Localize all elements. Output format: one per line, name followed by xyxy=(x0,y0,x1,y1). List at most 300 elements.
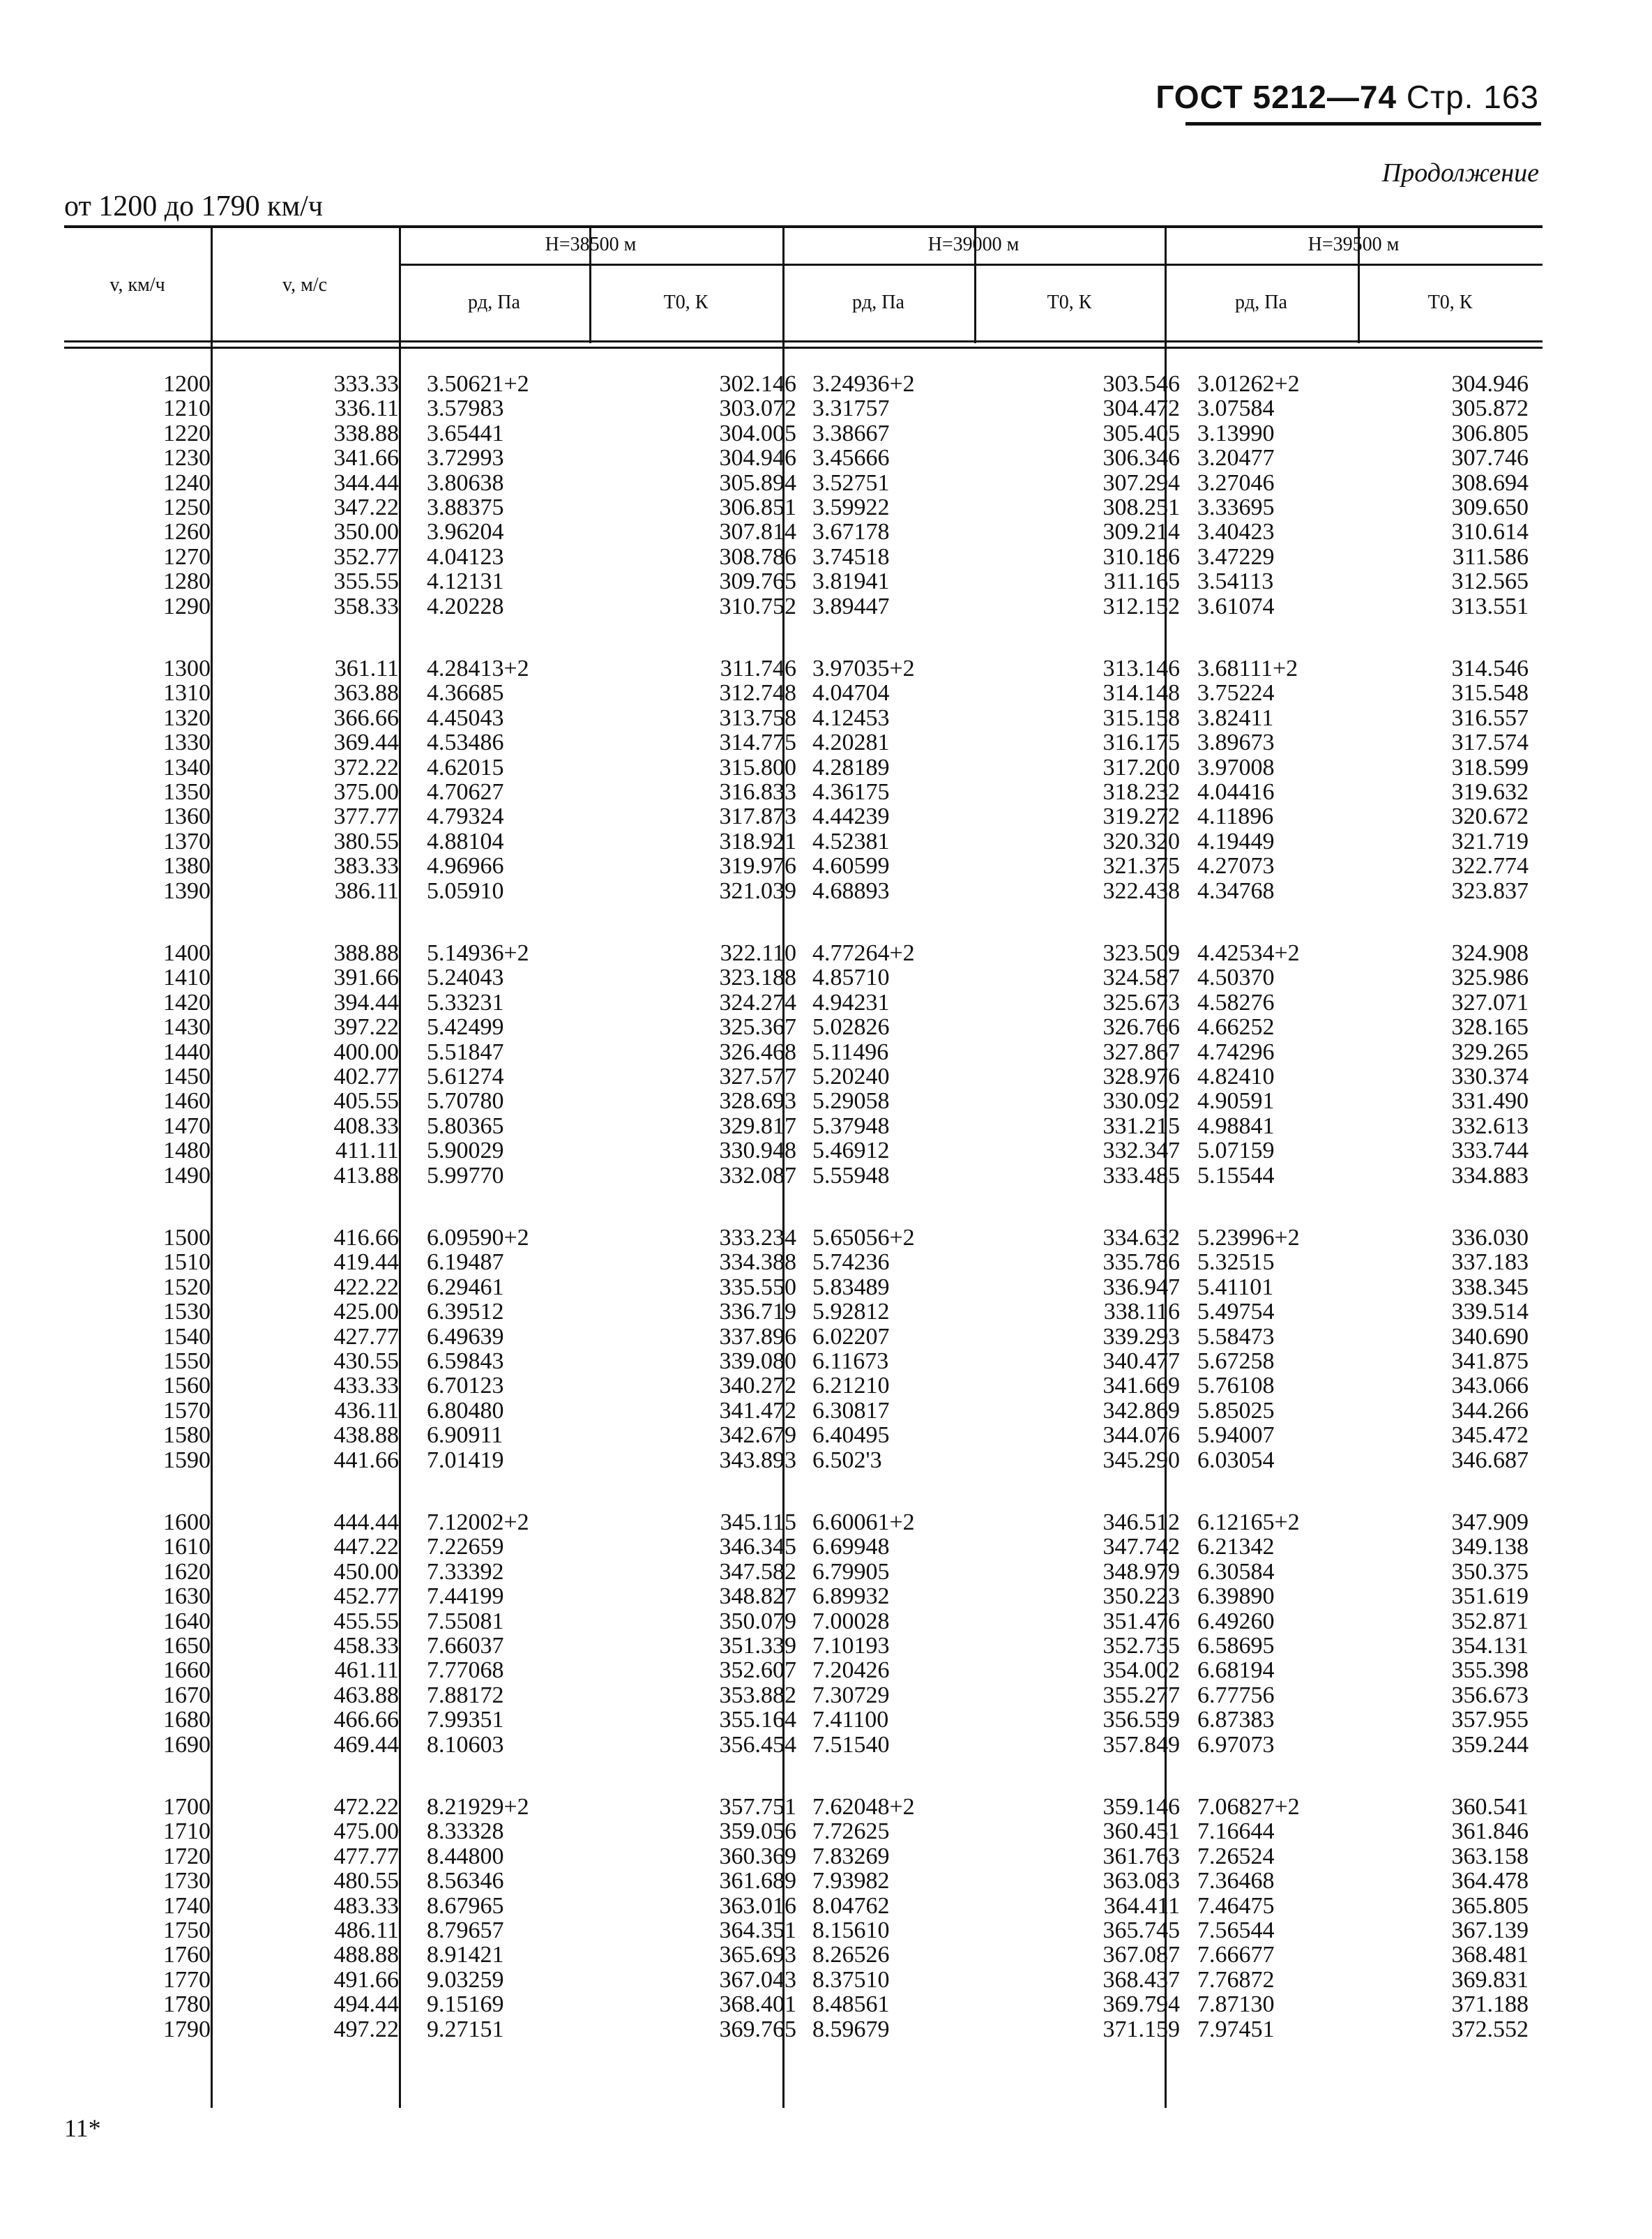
pressure-3-cell: 7.66677 xyxy=(1197,1942,1275,1968)
pressure-2-cell: 4.12453 xyxy=(812,704,890,731)
speed-kmh-cell: 1460 xyxy=(163,1088,211,1115)
temperature-3-cell: 329.265 xyxy=(1451,1039,1529,1065)
temperature-1-cell: 364.351 xyxy=(719,1917,796,1943)
speed-kmh-cell: 1500 xyxy=(163,1225,211,1251)
table-row xyxy=(64,706,1543,730)
speed-ms-cell: 372.22 xyxy=(333,754,399,781)
altitude-rule xyxy=(399,264,785,266)
temperature-2-cell: 320.320 xyxy=(1102,828,1180,854)
speed-ms-cell: 375.00 xyxy=(333,779,399,805)
speed-ms-cell: 344.44 xyxy=(333,469,399,496)
speed-kmh-cell: 1670 xyxy=(163,1682,211,1708)
speed-kmh-cell: 1290 xyxy=(163,593,211,619)
speed-ms-cell: 405.55 xyxy=(333,1088,399,1115)
pressure-1-cell: 7.66037 xyxy=(427,1633,504,1659)
temperature-3-cell: 332.613 xyxy=(1451,1113,1529,1139)
speed-kmh-cell: 1770 xyxy=(163,1966,211,1993)
pressure-2-cell: 3.45666 xyxy=(812,445,890,472)
table-row xyxy=(64,1609,1543,1634)
pressure-1-cell: 3.80638 xyxy=(427,469,504,496)
pressure-2-cell: 8.26526 xyxy=(812,1942,890,1968)
table-row xyxy=(64,1325,1543,1349)
pressure-1-cell: 4.28413+2 xyxy=(427,656,529,681)
temperature-1-cell: 332.087 xyxy=(719,1162,796,1189)
pressure-2-cell: 5.46912 xyxy=(812,1138,890,1164)
speed-kmh-cell: 1480 xyxy=(163,1138,211,1164)
temperature-1-cell: 325.367 xyxy=(719,1014,796,1041)
table-row xyxy=(64,941,1543,965)
range-caption: от 1200 до 1790 км/ч xyxy=(64,190,323,223)
pressure-3-cell: 3.68111+2 xyxy=(1197,656,1298,681)
speed-kmh-cell: 1710 xyxy=(163,1818,211,1845)
temperature-3-cell: 321.719 xyxy=(1451,828,1529,854)
pressure-3-cell: 4.50370 xyxy=(1197,965,1275,991)
temperature-2-cell: 316.175 xyxy=(1102,730,1180,756)
speed-kmh-cell: 1760 xyxy=(163,1942,211,1968)
pressure-1-cell: 3.72993 xyxy=(427,445,504,472)
table-row xyxy=(64,1968,1543,1992)
temperature-3-cell: 359.244 xyxy=(1451,1731,1529,1758)
pressure-2-cell: 4.20281 xyxy=(812,730,890,756)
table-row xyxy=(64,1299,1543,1324)
temperature-3-cell: 311.586 xyxy=(1452,543,1529,570)
speed-kmh-cell: 1750 xyxy=(163,1917,211,1943)
table-row xyxy=(64,1869,1543,1893)
speed-kmh-cell: 1470 xyxy=(163,1113,211,1139)
page-number: Стр. 163 xyxy=(1406,79,1539,115)
pressure-2-cell: 4.44239 xyxy=(812,804,890,830)
pressure-1-cell: 4.62015 xyxy=(427,754,504,781)
temperature-1-cell: 341.472 xyxy=(719,1397,796,1424)
temperature-2-cell: 333.485 xyxy=(1102,1162,1180,1189)
pressure-1-cell: 8.10603 xyxy=(427,1731,504,1758)
table-row xyxy=(64,520,1543,544)
pressure-2-cell: 7.72625 xyxy=(812,1818,890,1845)
speed-ms-cell: 441.66 xyxy=(333,1447,399,1473)
table-row xyxy=(64,594,1543,619)
table-row xyxy=(64,1399,1543,1423)
pressure-2-cell: 6.502'3 xyxy=(812,1447,882,1473)
speed-kmh-cell: 1700 xyxy=(163,1794,211,1820)
pressure-1-cell: 4.88104 xyxy=(427,828,504,854)
pressure-3-cell: 6.30584 xyxy=(1197,1558,1275,1585)
speed-ms-cell: 497.22 xyxy=(333,2016,399,2042)
table-row xyxy=(64,1089,1543,1113)
table-row xyxy=(64,1275,1543,1299)
speed-ms-cell: 427.77 xyxy=(333,1323,399,1350)
pressure-2-cell: 6.21210 xyxy=(812,1373,890,1399)
speed-kmh-cell: 1540 xyxy=(163,1323,211,1350)
pressure-2-cell: 4.36175 xyxy=(812,779,890,805)
temperature-2-cell: 334.632 xyxy=(1102,1225,1180,1251)
pressure-1-cell: 7.77068 xyxy=(427,1657,504,1684)
speed-kmh-cell: 1300 xyxy=(163,656,211,681)
temperature-2-cell: 324.587 xyxy=(1102,965,1180,991)
temperature-3-cell: 356.673 xyxy=(1451,1682,1529,1708)
table-row xyxy=(64,879,1543,903)
temperature-3-cell: 345.472 xyxy=(1451,1422,1529,1449)
page-header xyxy=(1155,78,1539,116)
pressure-1-cell: 9.27151 xyxy=(427,2016,504,2042)
pressure-1-cell: 6.80480 xyxy=(427,1397,504,1424)
speed-ms-cell: 402.77 xyxy=(333,1064,399,1090)
pressure-1-cell: 7.12002+2 xyxy=(427,1509,529,1535)
speed-ms-cell: 472.22 xyxy=(333,1794,399,1820)
temperature-1-cell: 346.345 xyxy=(719,1534,796,1560)
temperature-2-cell: 357.849 xyxy=(1102,1731,1180,1758)
temperature-1-cell: 314.775 xyxy=(719,730,796,756)
header-altitude-3: H=39500 м xyxy=(1308,234,1400,255)
pressure-3-cell: 3.40423 xyxy=(1197,519,1275,545)
temperature-2-cell: 335.786 xyxy=(1102,1249,1180,1276)
speed-kmh-cell: 1340 xyxy=(163,754,211,781)
temperature-1-cell: 340.272 xyxy=(719,1373,796,1399)
speed-kmh-cell: 1490 xyxy=(163,1162,211,1189)
temperature-3-cell: 318.599 xyxy=(1451,754,1529,781)
speed-kmh-cell: 1450 xyxy=(163,1064,211,1090)
table-row xyxy=(64,569,1543,594)
temperature-2-cell: 339.293 xyxy=(1102,1323,1180,1350)
temperature-2-cell: 315.158 xyxy=(1102,704,1180,731)
speed-ms-cell: 463.88 xyxy=(333,1682,399,1708)
speed-ms-cell: 475.00 xyxy=(333,1818,399,1845)
temperature-1-cell: 328.693 xyxy=(719,1088,796,1115)
temperature-3-cell: 355.398 xyxy=(1451,1657,1529,1684)
temperature-2-cell: 341.669 xyxy=(1102,1373,1180,1399)
pressure-2-cell: 5.65056+2 xyxy=(812,1225,915,1251)
temperature-3-cell: 313.551 xyxy=(1451,593,1529,619)
table-row xyxy=(64,1114,1543,1138)
pressure-1-cell: 5.14936+2 xyxy=(427,940,529,966)
temperature-3-cell: 309.650 xyxy=(1451,495,1529,520)
pressure-1-cell: 3.96204 xyxy=(427,519,504,545)
pressure-2-cell: 7.83269 xyxy=(812,1843,890,1869)
header-pressure-1: pд, Па xyxy=(468,292,520,313)
pressure-3-cell: 3.75224 xyxy=(1197,680,1275,707)
speed-ms-cell: 444.44 xyxy=(333,1509,399,1535)
pressure-3-cell: 7.16644 xyxy=(1197,1818,1275,1845)
speed-kmh-cell: 1610 xyxy=(163,1534,211,1560)
pressure-1-cell: 6.90911 xyxy=(427,1422,503,1449)
temperature-1-cell: 318.921 xyxy=(719,828,796,854)
pressure-3-cell: 5.23996+2 xyxy=(1197,1225,1300,1251)
pressure-2-cell: 8.48561 xyxy=(812,1991,890,2018)
speed-ms-cell: 408.33 xyxy=(333,1113,399,1139)
pressure-1-cell: 8.67965 xyxy=(427,1892,504,1919)
pressure-2-cell: 3.59922 xyxy=(812,495,890,520)
speed-kmh-cell: 1680 xyxy=(163,1707,211,1733)
temperature-1-cell: 342.679 xyxy=(719,1422,796,1449)
pressure-1-cell: 8.33328 xyxy=(427,1818,504,1845)
temperature-3-cell: 304.946 xyxy=(1451,371,1529,397)
table-row xyxy=(64,1795,1543,1819)
temperature-2-cell: 369.794 xyxy=(1102,1991,1180,2018)
temperature-2-cell: 326.766 xyxy=(1102,1014,1180,1041)
pressure-1-cell: 7.44199 xyxy=(427,1583,504,1610)
pressure-2-cell: 5.83489 xyxy=(812,1274,890,1300)
pressure-2-cell: 5.37948 xyxy=(812,1113,890,1139)
speed-kmh-cell: 1270 xyxy=(163,543,211,570)
temperature-1-cell: 369.765 xyxy=(719,2016,796,2042)
speed-ms-cell: 491.66 xyxy=(333,1966,399,1993)
temperature-2-cell: 310.186 xyxy=(1102,543,1180,570)
table-row xyxy=(64,1992,1543,2016)
temperature-3-cell: 340.690 xyxy=(1451,1323,1529,1350)
speed-ms-cell: 350.00 xyxy=(333,519,399,545)
temperature-2-cell: 314.148 xyxy=(1102,680,1180,707)
pressure-3-cell: 5.15544 xyxy=(1197,1162,1275,1189)
speed-kmh-cell: 1580 xyxy=(163,1422,211,1449)
temperature-3-cell: 344.266 xyxy=(1451,1397,1529,1424)
pressure-1-cell: 5.99770 xyxy=(427,1162,504,1189)
speed-kmh-cell: 1310 xyxy=(163,680,211,707)
speed-ms-cell: 388.88 xyxy=(333,940,399,966)
pressure-3-cell: 7.97451 xyxy=(1197,2016,1275,2042)
pressure-1-cell: 4.04123 xyxy=(427,543,504,570)
temperature-1-cell: 356.454 xyxy=(719,1731,796,1758)
temperature-3-cell: 333.744 xyxy=(1451,1138,1529,1164)
pressure-2-cell: 8.59679 xyxy=(812,2016,890,2042)
pressure-3-cell: 6.87383 xyxy=(1197,1707,1275,1733)
pressure-1-cell: 5.80365 xyxy=(427,1113,504,1139)
temperature-3-cell: 336.030 xyxy=(1451,1225,1529,1251)
temperature-1-cell: 307.814 xyxy=(719,519,796,545)
pressure-3-cell: 6.58695 xyxy=(1197,1633,1275,1659)
temperature-2-cell: 351.476 xyxy=(1102,1608,1180,1634)
speed-ms-cell: 361.11 xyxy=(334,656,399,681)
pressure-2-cell: 4.68893 xyxy=(812,877,890,904)
temperature-2-cell: 323.509 xyxy=(1102,940,1180,966)
pressure-3-cell: 4.19449 xyxy=(1197,828,1275,854)
temperature-1-cell: 311.746 xyxy=(720,656,796,681)
pressure-1-cell: 3.65441 xyxy=(427,420,504,446)
temperature-1-cell: 310.752 xyxy=(719,593,796,619)
pressure-2-cell: 6.02207 xyxy=(812,1323,890,1350)
pressure-2-cell: 7.41100 xyxy=(812,1707,889,1733)
temperature-3-cell: 369.831 xyxy=(1451,1966,1529,1993)
temperature-2-cell: 363.083 xyxy=(1102,1868,1180,1894)
temperature-1-cell: 306.851 xyxy=(719,495,796,520)
speed-ms-cell: 436.11 xyxy=(334,1397,399,1424)
pressure-1-cell: 4.79324 xyxy=(427,804,504,830)
pressure-1-cell: 4.36685 xyxy=(427,680,504,707)
pressure-1-cell: 4.12131 xyxy=(427,568,504,595)
temperature-2-cell: 305.405 xyxy=(1102,420,1180,446)
header-temperature-3: T0, К xyxy=(1427,292,1473,313)
table-row xyxy=(64,545,1543,569)
temperature-3-cell: 328.165 xyxy=(1451,1014,1529,1041)
pressure-3-cell: 7.36468 xyxy=(1197,1868,1275,1894)
pressure-3-cell: 3.82411 xyxy=(1197,704,1274,731)
temperature-2-cell: 355.277 xyxy=(1102,1682,1180,1708)
pressure-3-cell: 6.49260 xyxy=(1197,1608,1275,1634)
speed-kmh-cell: 1790 xyxy=(163,2016,211,2042)
temperature-3-cell: 360.541 xyxy=(1451,1794,1529,1820)
speed-ms-cell: 336.11 xyxy=(334,395,399,422)
pressure-2-cell: 3.67178 xyxy=(812,519,890,545)
pressure-2-cell: 4.60599 xyxy=(812,853,890,880)
pressure-1-cell: 6.29461 xyxy=(427,1274,504,1300)
table-row xyxy=(64,1943,1543,1967)
temperature-3-cell: 347.909 xyxy=(1451,1509,1529,1535)
speed-kmh-cell: 1690 xyxy=(163,1731,211,1758)
temperature-3-cell: 343.066 xyxy=(1451,1373,1529,1399)
altitude-rule xyxy=(782,264,1167,266)
pressure-1-cell: 3.88375 xyxy=(427,495,504,520)
table-row xyxy=(64,1819,1543,1844)
speed-ms-cell: 377.77 xyxy=(333,804,399,830)
temperature-3-cell: 339.514 xyxy=(1451,1299,1529,1325)
speed-ms-cell: 352.77 xyxy=(333,543,399,570)
temperature-2-cell: 311.165 xyxy=(1103,568,1180,595)
temperature-3-cell: 338.345 xyxy=(1451,1274,1529,1300)
temperature-1-cell: 313.758 xyxy=(719,704,796,731)
table-row xyxy=(64,1163,1543,1188)
pressure-2-cell: 4.77264+2 xyxy=(812,940,915,966)
pressure-2-cell: 5.92812 xyxy=(812,1299,890,1325)
speed-kmh-cell: 1330 xyxy=(163,730,211,756)
speed-kmh-cell: 1360 xyxy=(163,804,211,830)
table-row xyxy=(64,1040,1543,1064)
pressure-1-cell: 9.03259 xyxy=(427,1966,504,1993)
speed-ms-cell: 483.33 xyxy=(333,1892,399,1919)
pressure-3-cell: 7.56544 xyxy=(1197,1917,1275,1943)
temperature-1-cell: 305.894 xyxy=(719,469,796,496)
temperature-2-cell: 309.214 xyxy=(1102,519,1180,545)
pressure-3-cell: 7.87130 xyxy=(1197,1991,1275,2018)
temperature-3-cell: 341.875 xyxy=(1451,1348,1529,1374)
temperature-2-cell: 352.735 xyxy=(1102,1633,1180,1659)
temperature-1-cell: 312.748 xyxy=(719,680,796,707)
speed-kmh-cell: 1650 xyxy=(163,1633,211,1659)
speed-kmh-cell: 1720 xyxy=(163,1843,211,1869)
pressure-3-cell: 7.06827+2 xyxy=(1197,1794,1300,1820)
temperature-2-cell: 318.232 xyxy=(1102,779,1180,805)
pressure-2-cell: 6.11673 xyxy=(812,1348,889,1374)
pressure-1-cell: 9.15169 xyxy=(427,1991,504,2018)
speed-ms-cell: 419.44 xyxy=(333,1249,399,1276)
temperature-2-cell: 336.947 xyxy=(1102,1274,1180,1300)
header-temperature-2: T0, К xyxy=(1047,292,1092,313)
table-row xyxy=(64,2017,1543,2042)
temperature-1-cell: 357.751 xyxy=(719,1794,796,1820)
speed-kmh-cell: 1440 xyxy=(163,1039,211,1065)
pressure-3-cell: 5.07159 xyxy=(1197,1138,1275,1164)
speed-ms-cell: 391.66 xyxy=(333,965,399,991)
pressure-3-cell: 5.32515 xyxy=(1197,1249,1275,1276)
pressure-3-cell: 6.39890 xyxy=(1197,1583,1275,1610)
temperature-1-cell: 334.388 xyxy=(719,1249,796,1276)
header-speed-kmh: v, км/ч xyxy=(109,274,165,296)
temperature-3-cell: 372.552 xyxy=(1451,2016,1529,2042)
pressure-3-cell: 4.42534+2 xyxy=(1197,940,1300,966)
pressure-1-cell: 5.70780 xyxy=(427,1088,504,1115)
temperature-1-cell: 347.582 xyxy=(719,1558,796,1585)
pressure-2-cell: 5.74236 xyxy=(812,1249,890,1276)
speed-ms-cell: 447.22 xyxy=(333,1534,399,1560)
speed-kmh-cell: 1550 xyxy=(163,1348,211,1374)
table-row xyxy=(64,1510,1543,1535)
temperature-3-cell: 331.490 xyxy=(1451,1088,1529,1115)
pressure-1-cell: 5.90029 xyxy=(427,1138,504,1164)
table-row xyxy=(64,730,1543,755)
pressure-1-cell: 7.33392 xyxy=(427,1558,504,1585)
table-row xyxy=(64,1560,1543,1584)
temperature-1-cell: 315.800 xyxy=(719,754,796,781)
pressure-1-cell: 3.50621+2 xyxy=(427,371,529,397)
table-row xyxy=(64,1448,1543,1472)
pressure-2-cell: 3.38667 xyxy=(812,420,890,446)
speed-ms-cell: 422.22 xyxy=(333,1274,399,1300)
speed-kmh-cell: 1390 xyxy=(163,877,211,904)
speed-ms-cell: 400.00 xyxy=(333,1039,399,1065)
table-row xyxy=(64,1138,1543,1163)
temperature-2-cell: 344.076 xyxy=(1102,1422,1180,1449)
temperature-2-cell: 367.087 xyxy=(1102,1942,1180,1968)
temperature-3-cell: 324.908 xyxy=(1451,940,1529,966)
pressure-3-cell: 4.98841 xyxy=(1197,1113,1275,1139)
table-row xyxy=(64,372,1543,396)
speed-kmh-cell: 1350 xyxy=(163,779,211,805)
speed-ms-cell: 455.55 xyxy=(333,1608,399,1634)
pressure-2-cell: 6.40495 xyxy=(812,1422,890,1449)
temperature-2-cell: 313.146 xyxy=(1102,656,1180,681)
speed-kmh-cell: 1780 xyxy=(163,1991,211,2018)
temperature-1-cell: 350.079 xyxy=(719,1608,796,1634)
speed-kmh-cell: 1400 xyxy=(163,940,211,966)
header-bottom-rule xyxy=(64,340,1543,342)
pressure-1-cell: 5.05910 xyxy=(427,877,504,904)
pressure-1-cell: 4.96966 xyxy=(427,853,504,880)
temperature-2-cell: 348.979 xyxy=(1102,1558,1180,1585)
pressure-3-cell: 4.74296 xyxy=(1197,1039,1275,1065)
pressure-3-cell: 5.49754 xyxy=(1197,1299,1275,1325)
table-row xyxy=(64,1423,1543,1447)
header-pressure-2: pд, Па xyxy=(852,292,904,313)
pressure-2-cell: 6.69948 xyxy=(812,1534,890,1560)
pressure-3-cell: 7.46475 xyxy=(1197,1892,1275,1919)
speed-ms-cell: 380.55 xyxy=(333,828,399,854)
pressure-3-cell: 6.03054 xyxy=(1197,1447,1275,1473)
table-row xyxy=(64,446,1543,470)
temperature-1-cell: 367.043 xyxy=(719,1966,796,1993)
pressure-3-cell: 6.68194 xyxy=(1197,1657,1275,1684)
temperature-1-cell: 309.765 xyxy=(719,568,796,595)
temperature-3-cell: 365.805 xyxy=(1451,1892,1529,1919)
pressure-3-cell: 5.85025 xyxy=(1197,1397,1275,1424)
temperature-2-cell: 338.116 xyxy=(1103,1299,1180,1325)
pressure-3-cell: 4.04416 xyxy=(1197,779,1275,805)
pressure-1-cell: 5.51847 xyxy=(427,1039,504,1065)
pressure-2-cell: 4.28189 xyxy=(812,754,890,781)
pressure-3-cell: 6.21342 xyxy=(1197,1534,1275,1560)
pressure-1-cell: 8.91421 xyxy=(427,1942,504,1968)
table-row xyxy=(64,990,1543,1015)
table-row xyxy=(64,471,1543,495)
speed-ms-cell: 363.88 xyxy=(333,680,399,707)
speed-ms-cell: 341.66 xyxy=(333,445,399,472)
temperature-1-cell: 355.164 xyxy=(719,1707,796,1733)
temperature-2-cell: 350.223 xyxy=(1102,1583,1180,1610)
pressure-1-cell: 5.61274 xyxy=(427,1064,504,1090)
pressure-2-cell: 3.31757 xyxy=(812,395,890,422)
pressure-2-cell: 4.52381 xyxy=(812,828,890,854)
pressure-1-cell: 8.21929+2 xyxy=(427,1794,529,1820)
pressure-1-cell: 8.44800 xyxy=(427,1843,504,1869)
pressure-2-cell: 3.89447 xyxy=(812,593,890,619)
temperature-2-cell: 359.146 xyxy=(1102,1794,1180,1820)
speed-ms-cell: 425.00 xyxy=(333,1299,399,1325)
